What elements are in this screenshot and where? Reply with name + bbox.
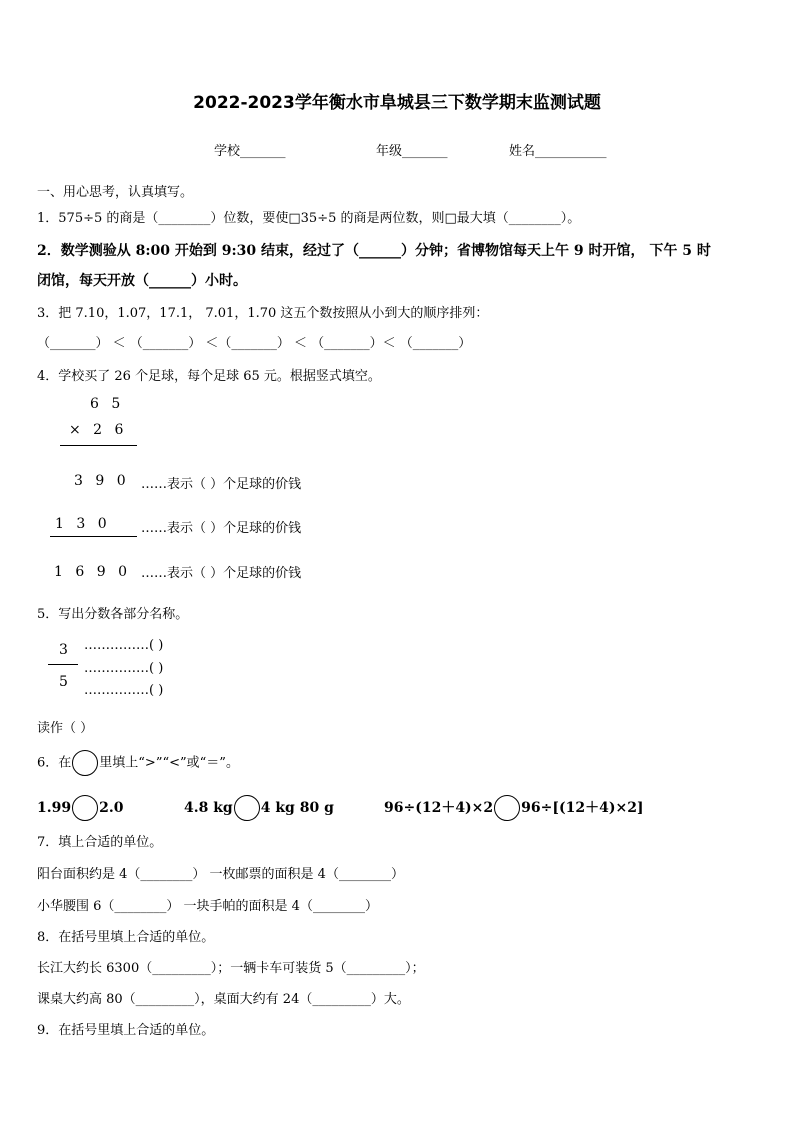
fraction-label-1: ……………( ) (84, 638, 164, 653)
compare-item-b (184, 795, 334, 821)
question-6-suffix: 里填上“>”“<”或“＝”。 (99, 755, 239, 771)
question-2-line2: 闭馆，每天开放（______）小时。 (37, 273, 247, 289)
compare-b-left: 4.8 kg (184, 800, 233, 816)
compare-item-a (37, 795, 123, 821)
question-7-line2: 小华腰围 6（________） 一块手帕的面积是 4（________） (37, 899, 378, 914)
compare-item-c (384, 795, 644, 821)
calc-line-2 (50, 536, 137, 537)
grade-field: 年级_______ (376, 144, 448, 159)
question-7: 7．填上合适的单位。 (37, 835, 163, 850)
compare-c-left: 96÷(12＋4)×2 (384, 800, 494, 816)
calc-multiplicand: 6 5 (90, 396, 125, 412)
question-3-line2: （_______） ＜ （_______） ＜（_______） ＜ （_______）＜ （_______） (37, 336, 472, 351)
question-4: 4．学校买了 26 个足球，每个足球 65 元。根据竖式填空。 (37, 369, 381, 384)
calc-product: 1 6 9 0 (54, 564, 131, 580)
page-title: 2022-2023学年衡水市阜城县三下数学期末监测试题 (193, 93, 601, 113)
question-6 (37, 750, 239, 776)
question-2-line1: 2．数学测验从 8:00 开始到 9:30 结束，经过了（______）分钟；省博物馆每天上午 9 时开馆， 下午 5 时 (37, 243, 711, 259)
question-1: 1．575÷5 的商是（________）位数，要使□35÷5 的商是两位数，则□最大填（________）。 (37, 211, 581, 226)
question-9: 9．在括号里填上合适的单位。 (37, 1023, 215, 1038)
compare-c-right: 96÷[(12＋4)×2] (521, 800, 644, 816)
question-3-line1: 3．把 7.10，1.07，17.1， 7.01，1.70 这五个数按照从小到大的顺序排列： (37, 306, 489, 321)
fraction-read: 读作（ ） (37, 721, 94, 736)
question-8: 8．在括号里填上合适的单位。 (37, 930, 215, 945)
fraction-denominator: 5 (59, 674, 68, 690)
fraction-bar (48, 664, 78, 665)
compare-c-circle-icon[interactable] (494, 795, 520, 821)
fraction-numerator: 3 (59, 642, 68, 658)
school-field: 学校_______ (214, 144, 286, 159)
calc-note-1: ……表示（ ）个足球的价钱 (141, 477, 302, 492)
compare-b-circle-icon[interactable] (234, 795, 260, 821)
section-heading: 一、用心思考，认真填写。 (37, 185, 194, 200)
fraction-label-3: ……………( ) (84, 683, 164, 698)
calc-line-1 (60, 445, 137, 446)
compare-a-circle-icon[interactable] (72, 795, 98, 821)
question-7-line1: 阳台面积约是 4（________） 一枚邮票的面积是 4（________） (37, 867, 404, 882)
question-8-line2: 课桌大约高 80（_________），桌面大约有 24（_________）大。 (37, 992, 410, 1007)
question-6-prefix: 6．在 (37, 755, 72, 771)
compare-b-right: 4 kg 80 g (260, 800, 334, 816)
calc-note-3: ……表示（ ）个足球的价钱 (141, 566, 302, 581)
compare-circle-icon (72, 750, 98, 776)
calc-multiplier: × 2 6 (69, 422, 128, 438)
question-5: 5．写出分数各部分名称。 (37, 607, 189, 622)
question-8-line1: 长江大约长 6300（_________）；一辆卡车可装货 5（_________）； (37, 961, 425, 976)
compare-a-left: 1.99 (37, 800, 72, 816)
name-field: 姓名___________ (509, 144, 607, 159)
calc-partial-2: 1 3 0 (55, 516, 111, 532)
fraction-label-2: ……………( ) (84, 661, 164, 676)
calc-note-2: ……表示（ ）个足球的价钱 (141, 521, 302, 536)
compare-a-right: 2.0 (99, 800, 124, 816)
calc-partial-1: 3 9 0 (74, 473, 130, 489)
